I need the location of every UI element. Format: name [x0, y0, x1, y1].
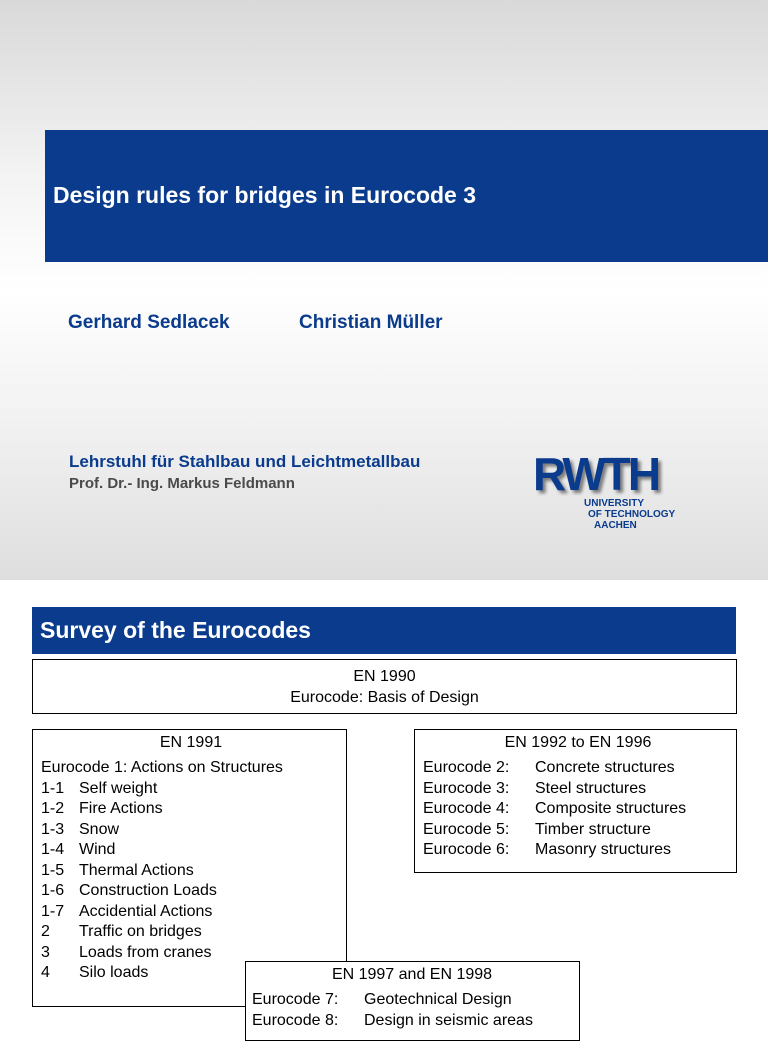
en1991-item [41, 840, 346, 861]
survey-slide [0, 580, 768, 1029]
en1991-item [41, 943, 346, 964]
en1992-1996-item-label: Masonry structures [535, 841, 672, 858]
en1997-1998-item-label: Geotechnical Design [364, 991, 512, 1008]
professor-name: Prof. Dr.- Ing. Markus Feldmann [69, 475, 295, 492]
rwth-logo [533, 450, 703, 540]
en1992-1996-item-label: Composite structures [535, 800, 687, 817]
logo-line-university: UNIVERSITY [584, 498, 645, 509]
en1991-item-code: 2 [41, 923, 50, 940]
en1992-1996-list [423, 758, 736, 861]
en1992-1996-item-code: Eurocode 3: [423, 779, 510, 797]
en1990-heading: EN 1990 [353, 668, 416, 685]
en1997-1998-box [245, 961, 580, 1041]
en1991-item [41, 779, 346, 800]
en1991-item-label: Loads from cranes [79, 943, 212, 961]
en1997-1998-item-code: Eurocode 7: [252, 991, 339, 1008]
survey-title: Survey of the Eurocodes [40, 617, 311, 643]
en1997-1998-item-code: Eurocode 8: [252, 1011, 339, 1029]
rwth-logo-word: RWTH [533, 448, 659, 500]
en1992-1996-item-code: Eurocode 4: [423, 800, 510, 817]
en1992-1996-box [414, 729, 737, 873]
en1990-box [32, 659, 737, 714]
presentation-title: Design rules for bridges in Eurocode 3 [53, 182, 477, 208]
en1992-1996-item-code: Eurocode 6: [423, 841, 510, 858]
en1997-1998-list [252, 990, 579, 1031]
en1991-item-label: Thermal Actions [79, 861, 194, 879]
en1997-1998-item [252, 990, 579, 1011]
en1992-1996-item-label: Steel structures [535, 779, 647, 797]
en1991-item [41, 799, 346, 820]
en1991-item [41, 881, 346, 902]
en1991-item-code: 1-5 [41, 861, 65, 879]
en1991-item-code: 1-7 [41, 902, 65, 920]
en1991-item-label: Self weight [79, 779, 158, 797]
en1991-item-code: 1-3 [41, 820, 65, 838]
author-2: Christian Müller [299, 312, 443, 333]
en1997-1998-heading: EN 1997 and EN 1998 [331, 966, 493, 983]
en1991-item [41, 861, 346, 882]
en1991-subtitle: Eurocode 1: Actions on Structures [41, 759, 283, 776]
en1992-1996-item [423, 820, 736, 841]
logo-line-aachen: AACHEN [594, 520, 637, 531]
en1991-item-code: 1-1 [41, 779, 65, 797]
en1992-1996-item-code: Eurocode 2: [423, 759, 510, 776]
en1991-item-label: Silo loads [79, 964, 149, 981]
en1992-1996-item [423, 840, 736, 861]
en1991-item-label: Fire Actions [79, 800, 163, 817]
en1991-item-label: Construction Loads [79, 882, 217, 899]
en1991-item-code: 1-4 [41, 841, 65, 858]
en1991-item [41, 922, 346, 943]
chair-name: Lehrstuhl für Stahlbau und Leichtmetallbau [69, 452, 421, 471]
en1992-1996-item-label: Timber structure [535, 820, 651, 838]
en1990-subtitle: Eurocode: Basis of Design [290, 689, 479, 706]
survey-banner [32, 607, 736, 654]
en1992-1996-item-label: Concrete structures [535, 759, 675, 776]
en1991-item-label: Traffic on bridges [79, 923, 202, 940]
author-1: Gerhard Sedlacek [68, 312, 230, 333]
en1991-item-code: 1-2 [41, 800, 65, 817]
en1992-1996-item [423, 799, 736, 820]
en1991-item-label: Snow [79, 820, 120, 838]
en1991-item-label: Accidential Actions [79, 902, 213, 920]
en1997-1998-item [252, 1011, 579, 1032]
en1991-item-code: 1-6 [41, 882, 65, 899]
en1991-heading: EN 1991 [159, 734, 223, 751]
en1992-1996-item-code: Eurocode 5: [423, 820, 510, 838]
en1991-item-code: 4 [41, 964, 50, 981]
en1991-item-label: Wind [79, 841, 116, 858]
en1991-item [41, 820, 346, 841]
en1991-item [41, 902, 346, 923]
en1992-1996-item [423, 779, 736, 800]
logo-line-technology: OF TECHNOLOGY [588, 509, 676, 520]
en1992-1996-heading: EN 1992 to EN 1996 [504, 734, 652, 751]
en1991-list [41, 779, 346, 984]
en1992-1996-item [423, 758, 736, 779]
title-banner [45, 130, 768, 262]
en1997-1998-item-label: Design in seismic areas [364, 1011, 533, 1029]
en1991-item-code: 3 [41, 943, 50, 961]
